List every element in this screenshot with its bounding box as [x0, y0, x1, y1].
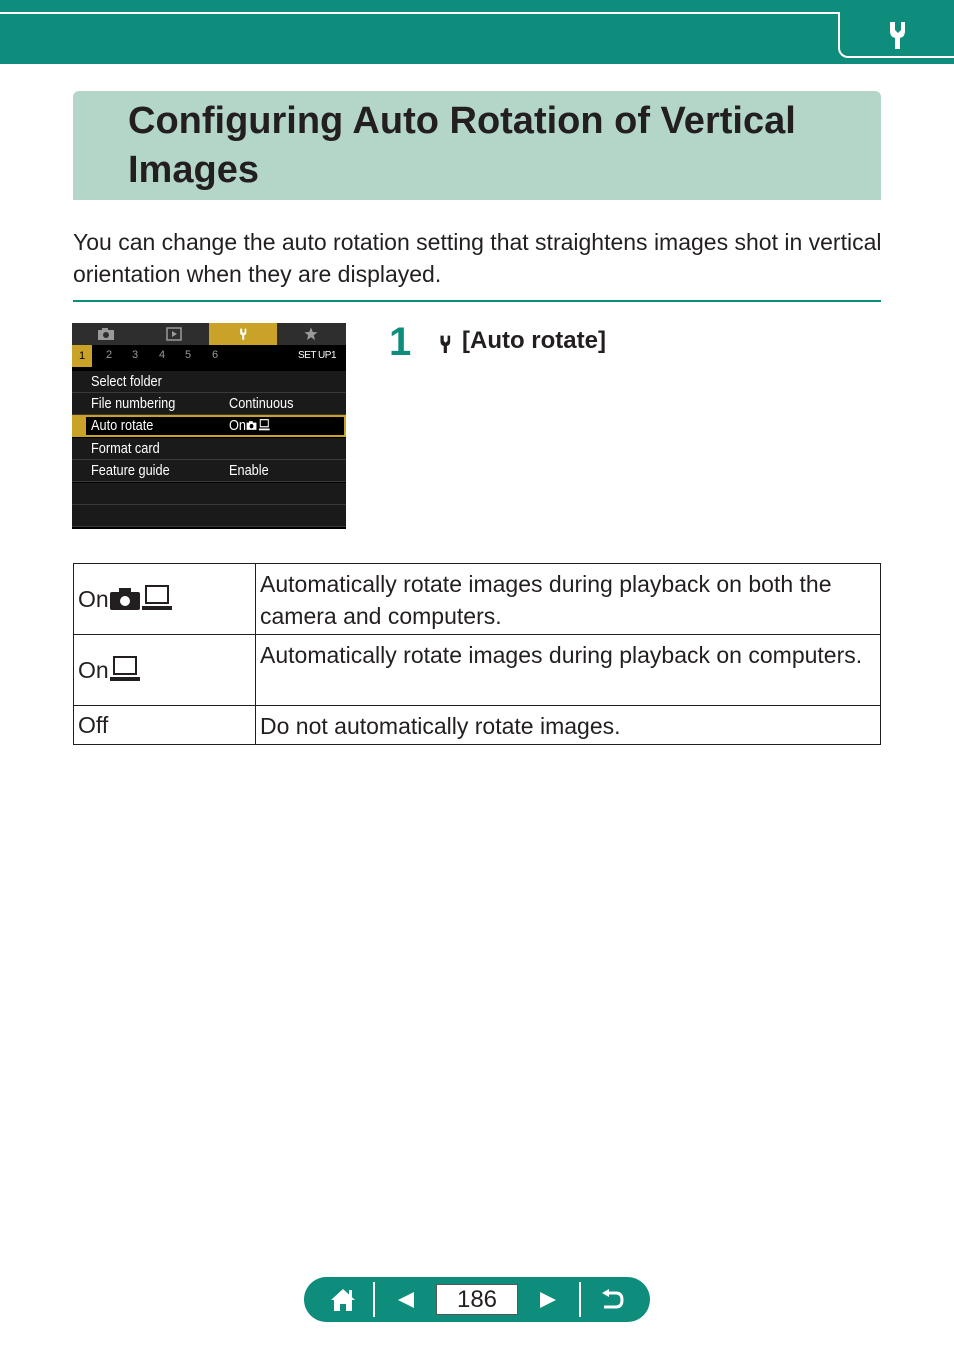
option-label: On [78, 657, 109, 683]
camera-icon [246, 420, 257, 431]
camera-menu-screenshot [72, 323, 346, 529]
option-cell [74, 635, 256, 706]
next-icon [538, 1291, 558, 1309]
header-line [0, 12, 838, 14]
camera-icon [97, 327, 115, 341]
tab-my-menu [277, 323, 345, 345]
divider [73, 300, 881, 302]
option-description: Do not automatically rotate images. [256, 706, 881, 745]
previous-page-button[interactable] [380, 1277, 432, 1322]
page-title: Configuring Auto Rotation of Vertical Images [128, 100, 796, 191]
playback-icon [166, 327, 182, 341]
menu-row-label: Feature guide [91, 462, 170, 479]
menu-row-value: Enable [229, 462, 269, 479]
nav-separator [579, 1282, 581, 1317]
table-row [74, 564, 881, 635]
menu-pages [72, 345, 346, 367]
step-text: [Auto rotate] [462, 327, 606, 354]
menu-row-value [229, 417, 270, 434]
page-indicator: 2 [106, 349, 113, 361]
home-icon [329, 1287, 357, 1313]
menu-row-selected [72, 415, 346, 437]
page-indicator-active: 1 [72, 345, 92, 367]
options-table [73, 563, 881, 745]
bottom-nav [304, 1277, 650, 1322]
menu-row-value-text: On [229, 417, 247, 434]
menu-row-label: Select folder [91, 373, 162, 390]
menu-row-value: Continuous [229, 395, 294, 412]
computer-icon [141, 585, 173, 611]
menu-page-label: SET UP1 [298, 350, 336, 361]
option-label: On [78, 586, 109, 612]
page-indicator: 5 [185, 349, 192, 361]
previous-icon [396, 1291, 416, 1309]
menu-row-label: Format card [91, 440, 160, 457]
menu-tabs [72, 323, 346, 345]
header-bar [0, 0, 954, 64]
tab-shooting [72, 323, 140, 345]
computer-icon [109, 656, 141, 682]
menu-row-label: Auto rotate [91, 417, 154, 434]
menu-row [72, 371, 346, 393]
section-tab[interactable] [838, 12, 954, 58]
back-button[interactable] [586, 1277, 638, 1322]
option-cell [74, 564, 256, 635]
table-row [74, 635, 881, 706]
wrench-icon [880, 18, 914, 52]
menu-row [72, 460, 346, 482]
table-row [74, 706, 881, 745]
menu-row [72, 393, 346, 415]
wrench-icon [434, 331, 456, 357]
back-icon [599, 1289, 625, 1311]
title-box [73, 91, 881, 200]
page-number[interactable]: 186 [436, 1284, 518, 1315]
tab-playback [140, 323, 208, 345]
wrench-icon [236, 326, 250, 342]
menu-row-empty [72, 483, 346, 505]
next-page-button[interactable] [522, 1277, 574, 1322]
step-number: 1 [389, 320, 412, 364]
computer-icon [259, 419, 270, 431]
nav-separator [373, 1282, 375, 1317]
star-icon [304, 327, 318, 341]
page-indicator: 3 [132, 349, 139, 361]
option-description: Automatically rotate images during playback on both the camera and computers. [256, 564, 881, 635]
menu-row-empty [72, 505, 346, 527]
menu-row [72, 438, 346, 460]
option-cell [74, 706, 256, 745]
option-description: Automatically rotate images during playback on computers. [256, 635, 881, 706]
intro-text: You can change the auto rotation setting that straightens images shot in vertical orientation when they are displayed. [73, 229, 882, 287]
option-label: Off [78, 712, 109, 738]
menu-row-label: File numbering [91, 395, 176, 412]
page-indicator: 4 [159, 349, 166, 361]
camera-icon [109, 587, 141, 611]
page-indicator: 6 [212, 349, 219, 361]
home-button[interactable] [318, 1277, 368, 1322]
tab-setup [209, 323, 277, 345]
